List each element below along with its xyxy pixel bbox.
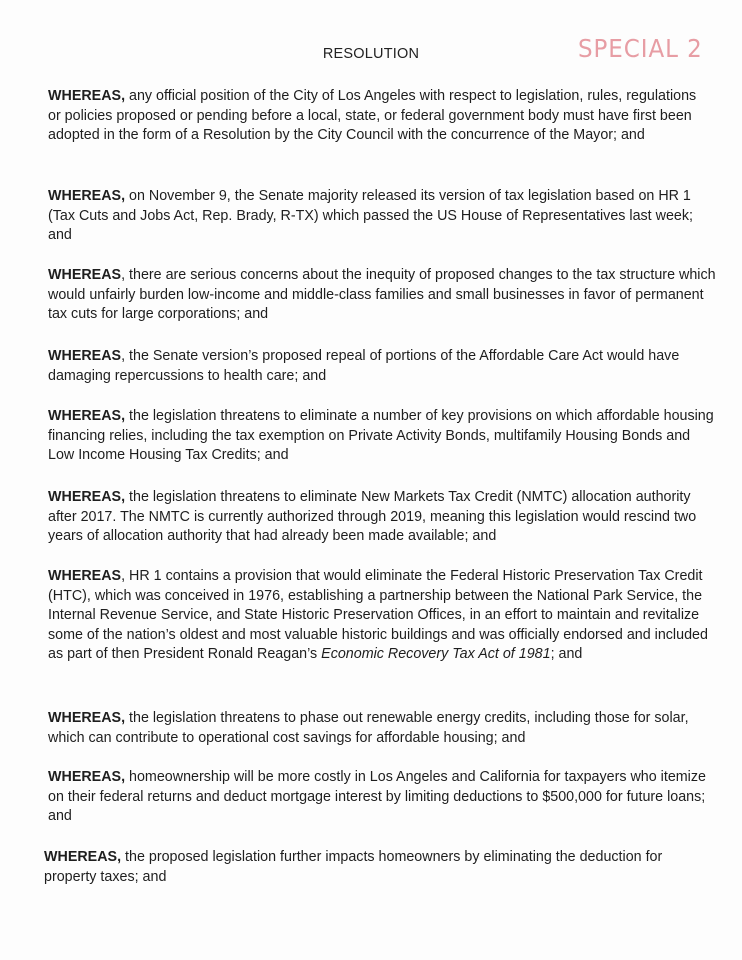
whereas-paragraph: [48, 709, 728, 748]
whereas-paragraph: [48, 187, 720, 246]
paragraph-text: homeownership will be more costly in Los Angeles and California for taxpayers who itemize on their federal returns and deduct mortgage interest by limiting deductions to $500,000 for future loans; and: [48, 769, 706, 825]
paragraph-text: , the Senate version’s proposed repeal of portions of the Affordable Care Act would have damaging repercussions to health care; and: [48, 348, 680, 384]
whereas-lead: WHEREAS,: [48, 489, 126, 505]
whereas-lead: WHEREAS,: [44, 849, 122, 865]
whereas-paragraph: [48, 87, 698, 146]
whereas-lead: WHEREAS,: [48, 769, 126, 785]
paragraph-text: the legislation threatens to phase out renewable energy credits, including those for solar, which can contribute to operational cost savings for affordable housing; and: [48, 710, 689, 746]
paragraph-text: on November 9, the Senate majority released its version of tax legislation based on HR 1 (Tax Cuts and Jobs Act, Rep. Brady, R-TX) which passed the US House of Representatives last week; and: [48, 188, 693, 244]
paragraph-text: , there are serious concerns about the inequity of proposed changes to the tax structure which would unfairly burden low-income and middle-class families and small businesses in favor of permanent tax cuts for large corporations; and: [48, 267, 716, 323]
whereas-lead: WHEREAS,: [48, 710, 126, 726]
paragraph-text: the proposed legislation further impacts homeowners by eliminating the deduction for property taxes; and: [44, 849, 663, 885]
paragraph-text: the legislation threatens to eliminate New Markets Tax Credit (NMTC) allocation authority after 2017. The NMTC is currently authorized through 2019, meaning this legislation would rescind two years of allocation authority that had already been made available; and: [48, 489, 697, 545]
paragraph-tail: ; and: [550, 646, 583, 663]
whereas-paragraph: [48, 407, 720, 466]
whereas-lead: WHEREAS,: [48, 88, 126, 104]
act-title: Economic Recovery Tax Act of 1981: [321, 646, 551, 663]
whereas-paragraph: [48, 347, 720, 386]
whereas-paragraph: [48, 488, 720, 547]
whereas-paragraph: [48, 567, 720, 665]
whereas-paragraph: [48, 768, 720, 827]
whereas-lead: WHEREAS: [48, 568, 122, 584]
special-stamp: SPECIAL 2: [578, 34, 703, 63]
whereas-paragraph: [44, 848, 716, 887]
paragraph-text: any official position of the City of Los Angeles with respect to legislation, rules, regulations or policies proposed or pending before a local, state, or federal government body must have first been adopted in the form of a Resolution by the City Council with the concurrence of the Mayor; and: [48, 88, 697, 144]
paragraph-text: , HR 1 contains a provision that would eliminate the Federal Historic Preservation Tax Credit (HTC), which was conceived in 1976, establishing a partnership between the National Park Service, the Internal Revenue Service, and State Historic Preservation Offices, in an effort to maintain and revitalize some of the nation’s oldest and most valuable historic buildings and was officially endorsed and included as part of then President Ronald Reagan’s: [48, 568, 708, 663]
whereas-lead: WHEREAS: [48, 267, 122, 283]
paragraph-text: the legislation threatens to eliminate a number of key provisions on which affordable housing financing relies, including the tax exemption on Private Activity Bonds, multifamily Housing Bonds and Low Income Housing Tax Credits; and: [48, 408, 714, 464]
whereas-lead: WHEREAS,: [48, 408, 126, 424]
page-title: RESOLUTION: [322, 46, 420, 62]
whereas-paragraph: [48, 266, 720, 325]
whereas-lead: WHEREAS: [48, 348, 122, 364]
whereas-lead: WHEREAS,: [48, 188, 126, 204]
